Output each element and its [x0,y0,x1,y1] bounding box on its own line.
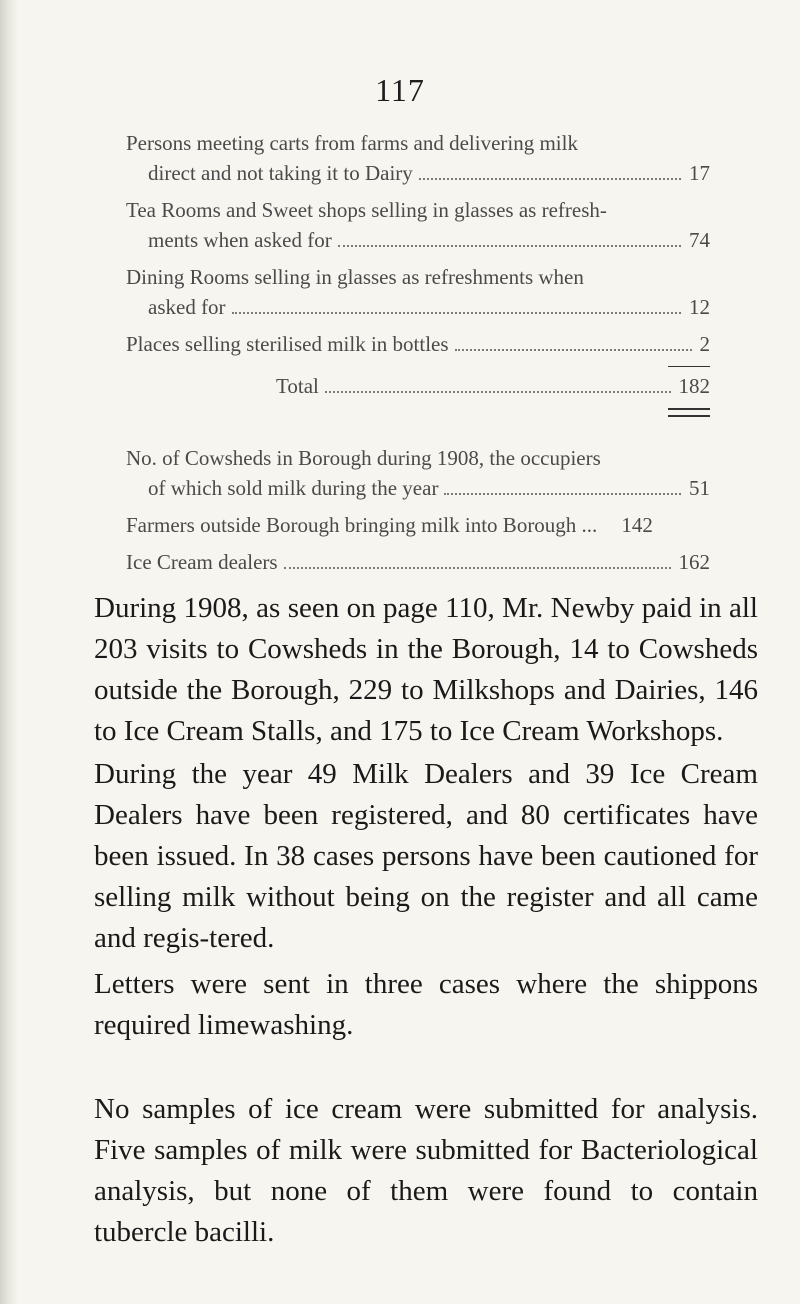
entry-value: 51 [689,476,710,500]
total-rule [668,366,710,367]
paragraph-text: During the year 49 Milk Dealers and 39 Ice Cream Dealers have been registered, and 80 certificates have been issued. In 38 cases persons have been cautioned for selling milk without being on the register and all came and regis-tered. [94,758,758,954]
entry-value: 74 [689,228,710,252]
list-item [126,329,710,359]
entry-text-line: direct and not taking it to Dairy [148,161,413,185]
entry-text-line: ments when asked for [148,228,332,252]
page-edge-shadow [0,0,18,1304]
paragraph-text: Letters were sent in three cases where the shippons required limewashing. [94,968,758,1041]
entry-text-line: No. of Cowsheds in Borough during 1908, the occupiers [126,446,601,470]
entry-value: 162 [678,550,710,574]
paragraph-registration [94,754,758,959]
entry-value: 12 [689,295,710,319]
dot-leader [419,178,681,180]
total-label: Total [276,374,319,398]
dot-leader [338,245,681,247]
entry-text-line: Farmers outside Borough bringing milk into Borough ... [126,513,598,537]
list-item [126,128,710,188]
paragraph-text: No samples of ice cream were submitted for analysis. Five samples of milk were submitted for Bacteriological analysis, but none of them were found to contain tubercle bacilli. [94,1093,758,1248]
entry-text-line: Ice Cream dealers [126,550,278,574]
list-item [126,547,710,577]
paragraph-limewashing [94,964,758,1046]
dot-leader [444,493,681,495]
entry-text-line: Dining Rooms selling in glasses as refreshments when [126,265,584,289]
entry-value: 142 [621,513,653,537]
total-row [126,371,710,401]
entry-text-line: asked for [148,295,226,319]
entry-value: 17 [689,161,710,185]
dot-leader [284,567,671,569]
paragraph-visits [94,588,758,752]
entry-text-line: of which sold milk during the year [148,476,439,500]
entry-text-line: Persons meeting carts from farms and delivering milk [126,131,578,155]
list-item [126,443,710,503]
dot-leader [232,312,681,314]
total-double-rule [668,408,710,417]
page-number: 117 [375,72,425,108]
dot-leader [325,391,671,393]
entry-text-line: Places selling sterilised milk in bottles [126,332,449,356]
paragraph-samples [94,1089,758,1253]
list-item [126,510,710,540]
dot-leader [455,349,692,351]
statistics-list [126,128,710,584]
total-value: 182 [678,374,710,398]
paragraph-text: During 1908, as seen on page 110, Mr. Newby paid in all 203 visits to Cowsheds in the Borough, 14 to Cowsheds outside the Borough, 229 to Milkshops and Dairies, 146 to Ice Cream Stalls, and 175 to Ice Cream Workshops. [94,592,758,747]
entry-text-line: Tea Rooms and Sweet shops selling in glasses as refresh- [126,198,607,222]
list-item [126,195,710,255]
list-item [126,262,710,322]
entry-value: 2 [699,332,710,356]
